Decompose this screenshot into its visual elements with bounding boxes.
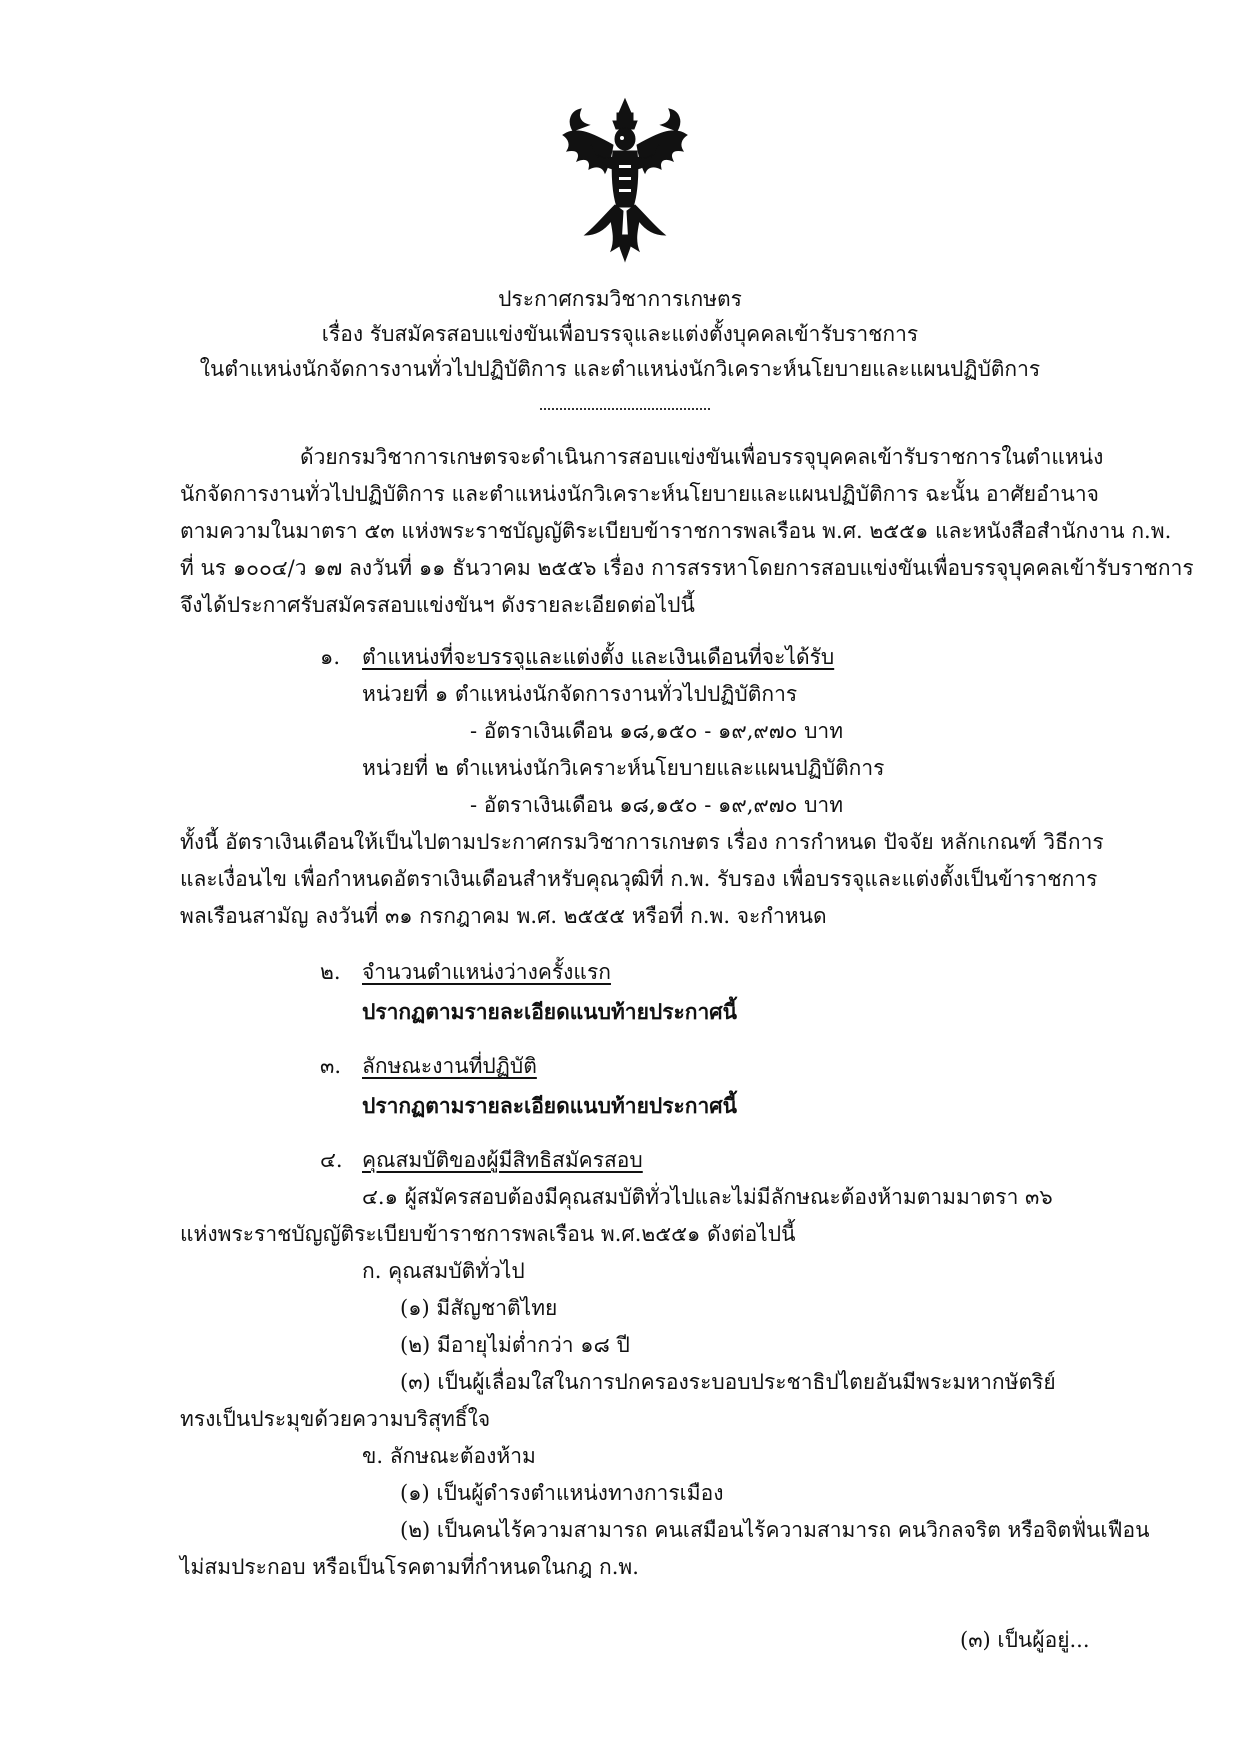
section-1-note-line-2: และเงื่อนไข เพื่อกำหนดอัตราเงินเดือนสำหรับคุณวุฒิที่ ก.พ. รับรอง เพื่อบรรจุและแต่งตั้งเป็นข้าราชการ [180,867,1098,891]
announcement-positions: ในตำแหน่งนักจัดการงานทั่วไปปฏิบัติการ และตำแหน่งนักวิเคราะห์นโยบายและแผนปฏิบัติการ [199,357,1041,381]
intro-line-5: จึงได้ประกาศรับสมัครสอบแข่งขันฯ ดังรายละเอียดต่อไปนี้ [180,593,695,617]
prohibited-2-cont: ไม่สมประกอบ หรือเป็นโรคตามที่กำหนดในกฎ ก.พ. [180,1555,639,1579]
qualification-general-2: (๒) มีอายุไม่ต่ำกว่า ๑๘ ปี [400,1333,630,1357]
section-1-note-line-3: พลเรือนสามัญ ลงวันที่ ๓๑ กรกฎาคม พ.ศ. ๒๕๕๕ หรือที่ ก.พ. จะกำหนด [180,904,827,928]
section-1-unit-1: หน่วยที่ ๑ ตำแหน่งนักจัดการงานทั่วไปปฏิบัติการ [362,682,798,706]
section-2-number: ๒. [320,960,341,984]
section-1-heading: ตำแหน่งที่จะบรรจุและแต่งตั้ง และเงินเดือนที่จะได้รับ [362,645,835,669]
section-2-body: ปรากฏตามรายละเอียดแนบท้ายประกาศนี้ [362,999,737,1024]
prohibited-heading: ข. ลักษณะต้องห้าม [362,1444,536,1468]
announcement-title: ประกาศกรมวิชาการเกษตร [498,287,742,311]
qualification-general-1: (๑) มีสัญชาติไทย [400,1296,558,1320]
section-2-heading: จำนวนตำแหน่งว่างครั้งแรก [362,960,611,984]
header-divider [540,408,710,410]
prohibited-2: (๒) เป็นคนไร้ความสามารถ คนเสมือนไร้ความสามารถ คนวิกลจริต หรือจิตฟั่นเฟือน [400,1518,1150,1542]
section-4-number: ๔. [320,1148,343,1172]
section-4-1-line-1: ๔.๑ ผู้สมัครสอบต้องมีคุณสมบัติทั่วไปและไม่มีลักษณะต้องห้ามตามมาตรา ๓๖ [362,1185,1053,1209]
section-1-number: ๑. [320,645,341,669]
section-1-note-line-1: ทั้งนี้ อัตราเงินเดือนให้เป็นไปตามประกาศกรมวิชาการเกษตร เรื่อง การกำหนด ปัจจัย หลักเกณฑ์ วิธีการ [180,830,1104,854]
qualification-general-3-cont: ทรงเป็นประมุขด้วยความบริสุทธิ์ใจ [180,1407,491,1431]
garuda-emblem-icon [555,95,695,265]
section-1-unit-1-salary: - อัตราเงินเดือน ๑๘,๑๕๐ - ๑๙,๙๗๐ บาท [470,719,844,743]
intro-line-4: ที่ นร ๑๐๐๔/ว ๑๗ ลงวันที่ ๑๑ ธันวาคม ๒๕๕๖ เรื่อง การสรรหาโดยการสอบแข่งขันเพื่อบรรจุบุคคลเข้ารับราชการ [180,556,1194,580]
intro-line-3: ตามความในมาตรา ๕๓ แห่งพระราชบัญญัติระเบียบข้าราชการพลเรือน พ.ศ. ๒๕๕๑ และหนังสือสำนักงาน ก.พ. [180,519,1172,543]
qualification-general-3: (๓) เป็นผู้เลื่อมใสในการปกครองระบอบประชาธิปไตยอันมีพระมหากษัตริย์ [400,1370,1056,1394]
section-1-unit-2-salary: - อัตราเงินเดือน ๑๘,๑๕๐ - ๑๙,๙๗๐ บาท [470,793,844,817]
section-4-heading: คุณสมบัติของผู้มีสิทธิสมัครสอบ [362,1148,643,1172]
qualification-general-heading: ก. คุณสมบัติทั่วไป [362,1259,525,1283]
intro-line-2: นักจัดการงานทั่วไปปฏิบัติการ และตำแหน่งนักวิเคราะห์นโยบายและแผนปฏิบัติการ ฉะนั้น อาศัยอำนาจ [180,482,1099,506]
section-1-unit-2: หน่วยที่ ๒ ตำแหน่งนักวิเคราะห์นโยบายและแผนปฏิบัติการ [362,756,885,780]
section-3-body: ปรากฏตามรายละเอียดแนบท้ายประกาศนี้ [362,1093,737,1118]
section-3-heading: ลักษณะงานที่ปฏิบัติ [362,1054,537,1078]
prohibited-1: (๑) เป็นผู้ดำรงตำแหน่งทางการเมือง [400,1481,724,1505]
page-continuation: (๓) เป็นผู้อยู่... [960,1628,1090,1652]
section-4-1-line-2: แห่งพระราชบัญญัติระเบียบข้าราชการพลเรือน พ.ศ.๒๕๕๑ ดังต่อไปนี้ [180,1222,796,1246]
section-3-number: ๓. [320,1054,342,1078]
intro-line-1: ด้วยกรมวิชาการเกษตรจะดำเนินการสอบแข่งขันเพื่อบรรจุบุคคลเข้ารับราชการในตำแหน่ง [300,445,1104,469]
announcement-subject: เรื่อง รับสมัครสอบแข่งขันเพื่อบรรจุและแต่งตั้งบุคคลเข้ารับราชการ [321,322,919,346]
